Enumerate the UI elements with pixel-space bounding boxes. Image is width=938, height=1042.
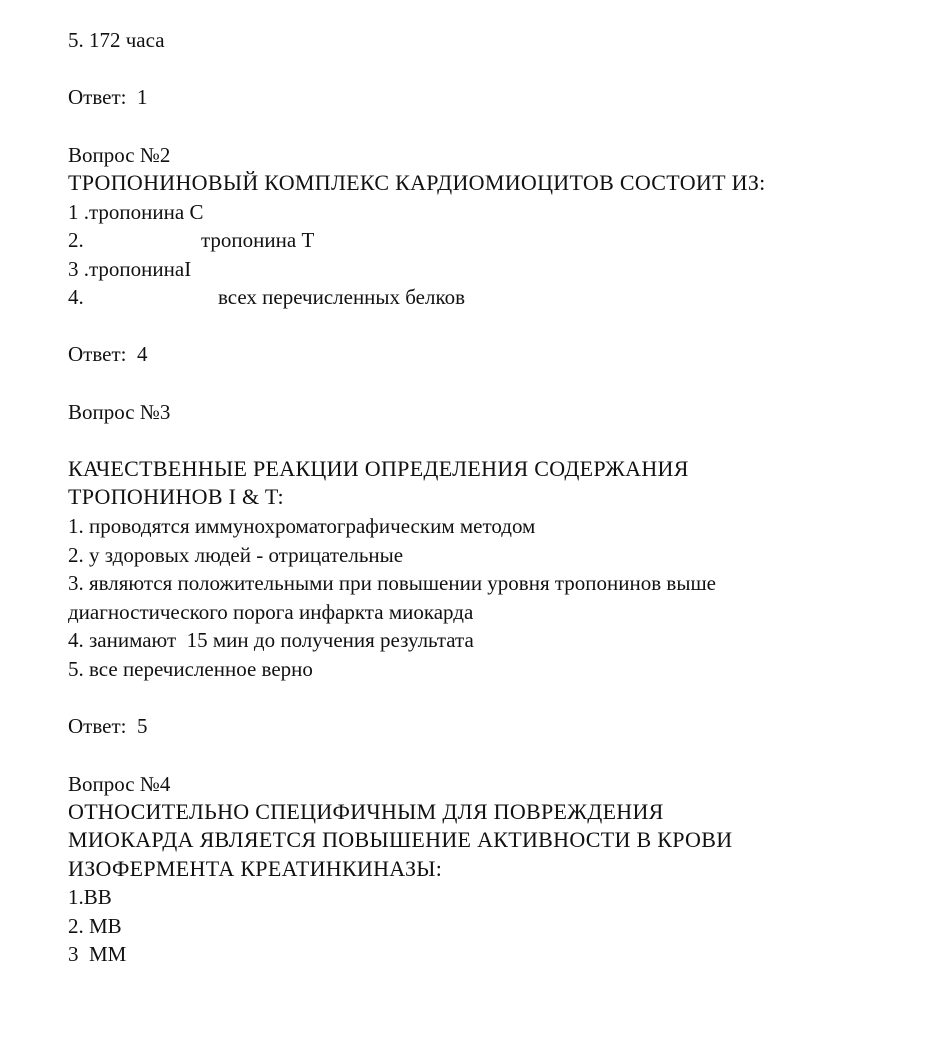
q4-option-1: 1.ВВ [68, 885, 112, 909]
q3-title: Вопрос №3 [68, 400, 171, 424]
q3-answer: Ответ: 5 [68, 714, 148, 738]
q3-option-2: 2. у здоровых людей - отрицательные [68, 543, 404, 567]
q3-option-5: 5. все перечисленное верно [68, 657, 313, 681]
q2-title: Вопрос №2 [68, 143, 171, 167]
q4-option-2: 2. МВ [68, 914, 122, 938]
q2-option-2-text: тропонина Т [201, 228, 315, 252]
q2-option-4 [68, 283, 465, 311]
q3-option-3: 3. являются положительными при повышении уровня тропонинов выше [68, 571, 716, 595]
q2-option-4-text: всех перечисленных белков [218, 285, 466, 309]
q2-option-2 [68, 226, 314, 254]
q3-option-4: 4. занимают 15 мин до получения результата [68, 628, 474, 652]
q4-question-line-1: ОТНОСИТЕЛЬНО СПЕЦИФИЧНЫМ ДЛЯ ПОВРЕЖДЕНИЯ [68, 799, 664, 824]
q2-answer: Ответ: 4 [68, 342, 148, 366]
q4-option-3: 3 ММ [68, 942, 127, 966]
q2-option-4-number: 4. [68, 285, 84, 309]
q4-question-line-3: ИЗОФЕРМЕНТА КРЕАТИНКИНАЗЫ: [68, 856, 443, 881]
q3-option-1: 1. проводятся иммунохроматографическим методом [68, 514, 536, 538]
q3-question-line-2: ТРОПОНИНОВ I & T: [68, 484, 284, 509]
q4-question-line-2: МИОКАРДА ЯВЛЯЕТСЯ ПОВЫШЕНИЕ АКТИВНОСТИ В КРОВИ [68, 827, 733, 852]
q2-option-2-number: 2. [68, 228, 84, 252]
q1-answer: Ответ: 1 [68, 85, 148, 109]
q4-title: Вопрос №4 [68, 772, 171, 796]
q1-option-5: 5. 172 часа [68, 28, 165, 52]
q2-option-1: 1 .тропонина С [68, 200, 204, 224]
q2-option-3: 3 .тропонинаI [68, 257, 192, 281]
q3-option-3-continued: диагностического порога инфаркта миокарда [68, 600, 474, 624]
q3-question-line-1: КАЧЕСТВЕННЫЕ РЕАКЦИИ ОПРЕДЕЛЕНИЯ СОДЕРЖАНИЯ [68, 456, 689, 481]
q2-question: ТРОПОНИНОВЫЙ КОМПЛЕКС КАРДИОМИОЦИТОВ СОСТОИТ ИЗ: [68, 170, 766, 195]
